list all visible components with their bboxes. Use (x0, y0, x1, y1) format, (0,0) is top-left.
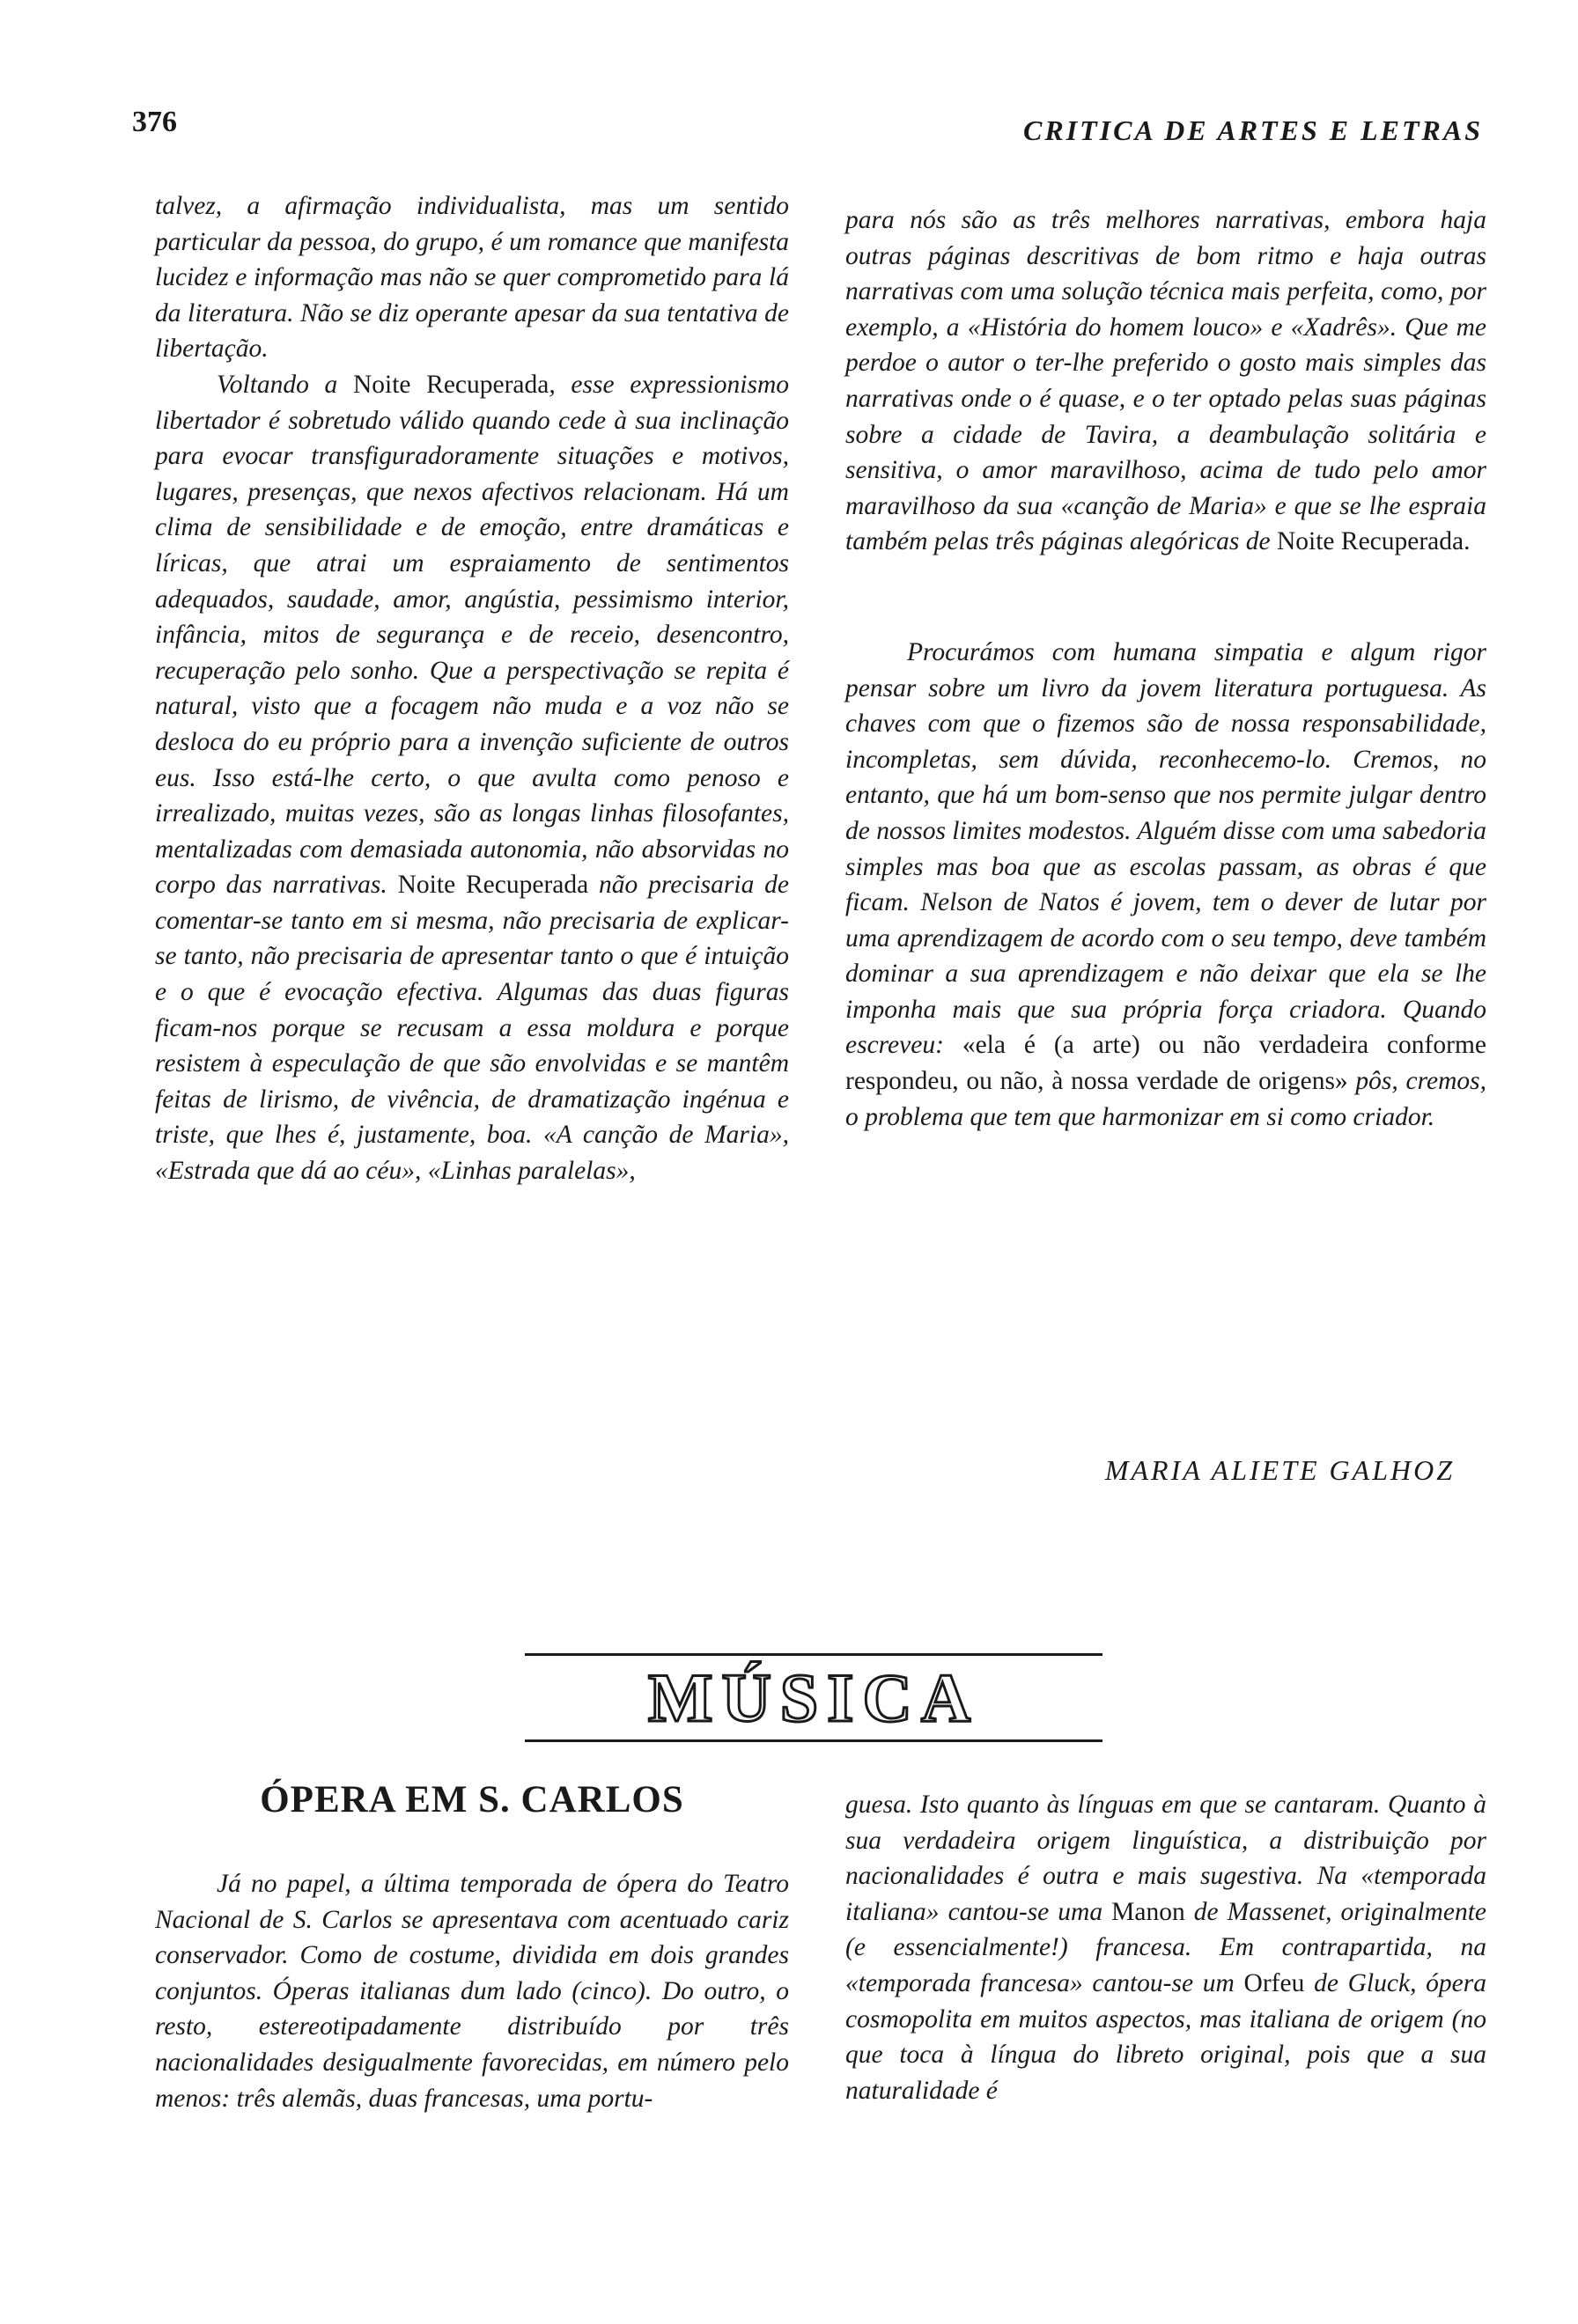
text-run: pôs, cremos, o problema que tem que harmonizar em si como criador. (845, 1067, 1486, 1131)
text-run: Voltando a (217, 370, 353, 399)
article-left-column (155, 1866, 789, 2116)
book-title: Noite Recuperada (352, 370, 549, 399)
review-left-column (155, 188, 789, 1189)
text-run: de Massenet, originalmente (e essencialmente!) francesa. Em contrapartida, na «temporada francesa» cantou-se um (845, 1897, 1486, 1997)
section-rule-top (525, 1653, 1102, 1656)
article-paragraph: Já no papel, a última temporada de ópera do Teatro Nacional de S. Carlos se apresentava com acentuado cariz conservador. Como de costume, dividida em dois grandes conjuntos. Óperas italianas dum lado (cinco). Do outro, o resto, estereotipadamente distribuído por três nacionalidades desigualmente favorecidas, em número pelo menos: três alemãs, duas francesas, uma portu- (155, 1870, 789, 2113)
opera-title: Orfeu (1243, 1968, 1305, 1997)
review-signature: MARIA ALIETE GALHOZ (1104, 1454, 1455, 1486)
section-rule-bottom (525, 1739, 1102, 1742)
text-run: , esse expressionismo libertador é sobretudo válido quando cede à sua inclinação para evocar transfiguradoramente situações e motivos, lugares, presenças, que nexos afectivos relacionam. Há um clima de sensibilidade e de emoção, entre dramáticas e líricas, que atrai um espraiamento de sentimentos adequados, saudade, amor, angústia, pessimismo interior, infância, mitos de segurança e de receio, desencontro, recuperação pelo sonho. Que a perspectivação se repita é natural, visto que a focagem não muda e a voz não se desloca do eu próprio para a invenção suficiente de outros eus. Isso está-lhe certo, o que avulta como penoso e irrealizado, muitas vezes, são as longas linhas filosofantes, mentalizadas com demasiada autonomia, não absorvidas no corpo das narrativas. (155, 370, 790, 900)
opera-title: Manon (1111, 1897, 1185, 1926)
section-title: MÚSICA (647, 1659, 980, 1736)
review-paragraph (845, 202, 1486, 560)
review-right-column (845, 202, 1486, 1135)
book-title: Noite Recuperada (1276, 527, 1464, 556)
paragraph-gap (845, 560, 1486, 635)
text-run: para nós são as três melhores narrativas, embora haja outras páginas descritivas de bom ritmo e haja outras narrativas com uma solução técnica mais perfeita, como, por exemplo, a «História do homem louco» e «Xadrês». Que me perdoe o autor o ter-lhe preferido o gosto mais simples das narrativas onde o é quase, e o ter optado pelas suas páginas sobre a cidade de Tavira, a deambulação solitária e sensitiva, o amor maravilhoso, acima de tudo pelo amor maravilhoso da sua «canção de Maria» e que se lhe espraia também pelas três páginas alegóricas de (845, 206, 1486, 556)
text-run: guesa. Isto quanto às línguas em que se cantaram. Quanto à sua verdadeira origem linguística, a distribuição por nacionalidades é outra e mais sugestiva. Na «temporada italiana» cantou-se uma (845, 1791, 1486, 1926)
review-paragraph (845, 635, 1486, 1135)
text-run: não precisaria de comentar-se tanto em si mesma, não precisaria de explicar-se tanto, não precisaria de apresentar tanto o que é intuição e o que é evocação efectiva. Algumas das duas figuras ficam-nos porque se recusam a essa moldura e porque resistem à especulação de que são envolvidas e se mantêm feitas de lirismo, de vivência, de dramatização ingénua e triste, que lhes é, justamente, boa. «A canção de Maria», «Estrada que dá ao céu», «Linhas paralelas», (155, 871, 789, 1186)
review-paragraph (155, 367, 789, 1189)
running-title: CRITICA DE ARTES E LETRAS (1023, 114, 1483, 146)
article-right-column (845, 1787, 1486, 2108)
review-paragraph: talvez, a afirmação individualista, mas um sentido particular da pessoa, do grupo, é um romance que manifesta lucidez e informação mas não se quer comprometido para lá da literatura. Não se diz operante apesar da sua tentativa de libertação. (155, 192, 789, 364)
text-run: Procurámos com humana simpatia e algum rigor pensar sobre um livro da jovem literatura portuguesa. As chaves com que o fizemos são de nossa responsabilidade, incompletas, sem dúvida, reconhecemo-lo. Cremos, no entanto, que há um bom-senso que nos permite julgar dentro de nossos limites modestos. Alguém disse com uma sabedoria simples mas boa que as escolas passam, as obras é que ficam. Nelson de Natos é jovem, tem o dever de lutar por uma aprendizagem de acordo com o seu tempo, deve também dominar a sua aprendizagem e não deixar que ela se lhe imponha mais que sua própria força criadora. Quando escreveu: (845, 637, 1486, 1060)
article-title: ÓPERA EM S. CARLOS (260, 1779, 684, 1820)
author-quote: «ela é (a arte) ou não verdadeira conforme respondeu, ou não, à nossa verdade de origens» (845, 1031, 1486, 1096)
article-paragraph (845, 1787, 1486, 2108)
page-number: 376 (132, 106, 177, 138)
book-title: Noite Recuperada (397, 871, 589, 900)
text-run: de Gluck, ópera cosmopolita em muitos aspectos, mas italiana de origem (no que toca à língua do libreto original, pois que a sua naturalidade é (845, 1968, 1486, 2105)
text-run: . (1464, 527, 1471, 556)
